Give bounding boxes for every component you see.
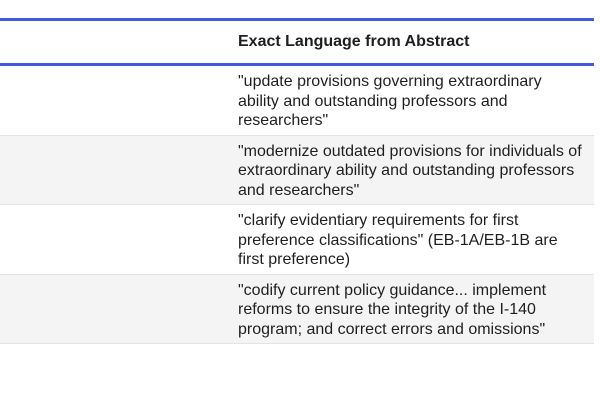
table-row [0, 135, 594, 205]
table-header-row [0, 20, 594, 65]
table-cell-category [0, 274, 230, 344]
table-cell-exact-language: "codify current policy guidance... implement reforms to ensure the integrity of the I-140 program; and correct errors and omissions" [230, 274, 594, 344]
comparison-table-container [0, 18, 594, 344]
comparison-table [0, 18, 594, 344]
table-cell-category [0, 205, 230, 275]
table-cell-exact-language: "update provisions governing extraordinary ability and outstanding professors and researchers" [230, 65, 594, 136]
table-header [0, 20, 594, 65]
table-cell-category [0, 65, 230, 136]
table-body [0, 65, 594, 344]
table-cell-exact-language: "modernize outdated provisions for individuals of extraordinary ability and outstanding professors and researchers" [230, 135, 594, 205]
table-cell-exact-language: "clarify evidentiary requirements for first preference classifications" (EB-1A/EB-1B are first preference) [230, 205, 594, 275]
table-cell-category [0, 135, 230, 205]
table-row [0, 274, 594, 344]
column-header-category [0, 20, 230, 65]
table-row [0, 205, 594, 275]
column-header-exact-language: Exact Language from Abstract [238, 33, 470, 51]
table-row [0, 65, 594, 136]
